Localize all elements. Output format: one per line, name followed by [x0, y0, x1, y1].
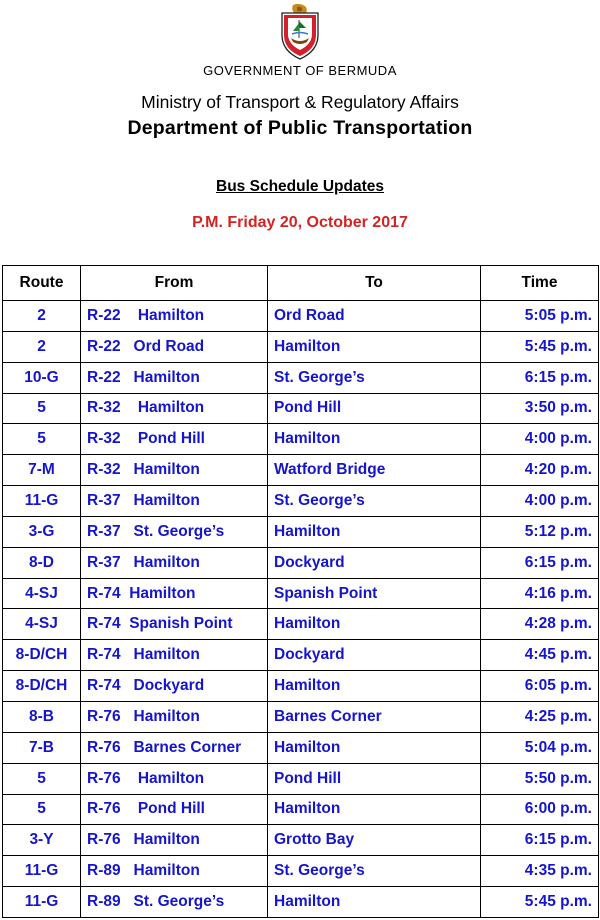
- table-row: [3, 301, 599, 332]
- from-cell: R-76 Barnes Corner: [81, 732, 268, 763]
- to-cell: Ord Road: [268, 301, 481, 332]
- table-row: [3, 825, 599, 856]
- table-row: [3, 794, 599, 825]
- to-cell: Hamilton: [268, 516, 481, 547]
- route-cell: 3-G: [3, 516, 81, 547]
- table-row: [3, 393, 599, 424]
- from-cell: R-76 Pond Hill: [81, 794, 268, 825]
- route-cell: 11-G: [3, 856, 81, 887]
- schedule-date: P.M. Friday 20, October 2017: [192, 214, 408, 231]
- to-cell: Watford Bridge: [268, 455, 481, 486]
- from-cell: R-37 Hamilton: [81, 486, 268, 517]
- table-row: [3, 578, 599, 609]
- time-cell: 6:15 p.m.: [481, 825, 599, 856]
- to-cell: Dockyard: [268, 547, 481, 578]
- to-cell: Hamilton: [268, 331, 481, 362]
- time-cell: 4:45 p.m.: [481, 640, 599, 671]
- route-cell: 5: [3, 763, 81, 794]
- route-cell: 11-G: [3, 887, 81, 918]
- time-cell: 3:50 p.m.: [481, 393, 599, 424]
- time-cell: 6:05 p.m.: [481, 671, 599, 702]
- from-cell: R-37 Hamilton: [81, 547, 268, 578]
- from-cell: R-74 Dockyard: [81, 671, 268, 702]
- ministry-title: Ministry of Transport & Regulatory Affairs: [141, 92, 459, 112]
- table-row: [3, 547, 599, 578]
- table-row: [3, 609, 599, 640]
- table-row: [3, 424, 599, 455]
- table-row: [3, 732, 599, 763]
- from-cell: R-32 Hamilton: [81, 393, 268, 424]
- time-cell: 4:00 p.m.: [481, 424, 599, 455]
- table-row: [3, 455, 599, 486]
- bermuda-coat-of-arms-icon: [279, 3, 321, 61]
- from-cell: R-74 Hamilton: [81, 640, 268, 671]
- time-cell: 4:25 p.m.: [481, 701, 599, 732]
- time-cell: 4:00 p.m.: [481, 486, 599, 517]
- to-cell: Dockyard: [268, 640, 481, 671]
- schedule-rows: [3, 301, 599, 918]
- time-cell: 5:50 p.m.: [481, 763, 599, 794]
- time-cell: 6:15 p.m.: [481, 362, 599, 393]
- column-header-time: Time: [481, 266, 599, 301]
- from-cell: R-74 Spanish Point: [81, 609, 268, 640]
- from-cell: R-37 St. George’s: [81, 516, 268, 547]
- route-cell: 4-SJ: [3, 578, 81, 609]
- to-cell: St. George’s: [268, 856, 481, 887]
- route-cell: 5: [3, 794, 81, 825]
- route-cell: 2: [3, 331, 81, 362]
- time-cell: 4:16 p.m.: [481, 578, 599, 609]
- route-cell: 3-Y: [3, 825, 81, 856]
- column-header-to: To: [268, 266, 481, 301]
- to-cell: Hamilton: [268, 424, 481, 455]
- department-title: Department of Public Transportation: [127, 117, 473, 139]
- from-cell: R-76 Hamilton: [81, 763, 268, 794]
- route-cell: 10-G: [3, 362, 81, 393]
- route-cell: 4-SJ: [3, 609, 81, 640]
- bus-schedule-table: [2, 265, 599, 918]
- from-cell: R-74 Hamilton: [81, 578, 268, 609]
- route-cell: 5: [3, 393, 81, 424]
- route-cell: 11-G: [3, 486, 81, 517]
- route-cell: 8-D/CH: [3, 671, 81, 702]
- from-cell: R-32 Hamilton: [81, 455, 268, 486]
- table-row: [3, 516, 599, 547]
- route-cell: 7-M: [3, 455, 81, 486]
- government-heading: GOVERNMENT OF BERMUDA: [203, 63, 397, 78]
- to-cell: Grotto Bay: [268, 825, 481, 856]
- route-cell: 2: [3, 301, 81, 332]
- to-cell: Spanish Point: [268, 578, 481, 609]
- time-cell: 5:05 p.m.: [481, 301, 599, 332]
- to-cell: Pond Hill: [268, 393, 481, 424]
- route-cell: 8-D/CH: [3, 640, 81, 671]
- route-cell: 8-B: [3, 701, 81, 732]
- schedule-updates-title: [0, 178, 600, 196]
- time-cell: 5:45 p.m.: [481, 887, 599, 918]
- to-cell: Hamilton: [268, 794, 481, 825]
- to-cell: Barnes Corner: [268, 701, 481, 732]
- route-cell: 7-B: [3, 732, 81, 763]
- to-cell: Hamilton: [268, 732, 481, 763]
- time-cell: 5:45 p.m.: [481, 331, 599, 362]
- schedule-updates-title-text: Bus Schedule Updates: [216, 178, 384, 195]
- to-cell: St. George’s: [268, 362, 481, 393]
- from-cell: R-89 St. George’s: [81, 887, 268, 918]
- from-cell: R-22 Hamilton: [81, 362, 268, 393]
- from-cell: R-22 Hamilton: [81, 301, 268, 332]
- time-cell: 4:28 p.m.: [481, 609, 599, 640]
- time-cell: 4:35 p.m.: [481, 856, 599, 887]
- from-cell: R-32 Pond Hill: [81, 424, 268, 455]
- time-cell: 6:00 p.m.: [481, 794, 599, 825]
- to-cell: Hamilton: [268, 671, 481, 702]
- from-cell: R-76 Hamilton: [81, 701, 268, 732]
- table-row: [3, 640, 599, 671]
- time-cell: 4:20 p.m.: [481, 455, 599, 486]
- to-cell: Hamilton: [268, 887, 481, 918]
- table-row: [3, 887, 599, 918]
- table-row: [3, 701, 599, 732]
- time-cell: 5:12 p.m.: [481, 516, 599, 547]
- from-cell: R-76 Hamilton: [81, 825, 268, 856]
- table-row: [3, 856, 599, 887]
- table-row: [3, 362, 599, 393]
- time-cell: 6:15 p.m.: [481, 547, 599, 578]
- to-cell: Hamilton: [268, 609, 481, 640]
- table-row: [3, 331, 599, 362]
- to-cell: Pond Hill: [268, 763, 481, 794]
- table-header-row: [3, 266, 599, 301]
- table-row: [3, 671, 599, 702]
- table-row: [3, 763, 599, 794]
- from-cell: R-22 Ord Road: [81, 331, 268, 362]
- time-cell: 5:04 p.m.: [481, 732, 599, 763]
- column-header-route: Route: [3, 266, 81, 301]
- route-cell: 5: [3, 424, 81, 455]
- table-row: [3, 486, 599, 517]
- column-header-from: From: [81, 266, 268, 301]
- route-cell: 8-D: [3, 547, 81, 578]
- to-cell: St. George’s: [268, 486, 481, 517]
- from-cell: R-89 Hamilton: [81, 856, 268, 887]
